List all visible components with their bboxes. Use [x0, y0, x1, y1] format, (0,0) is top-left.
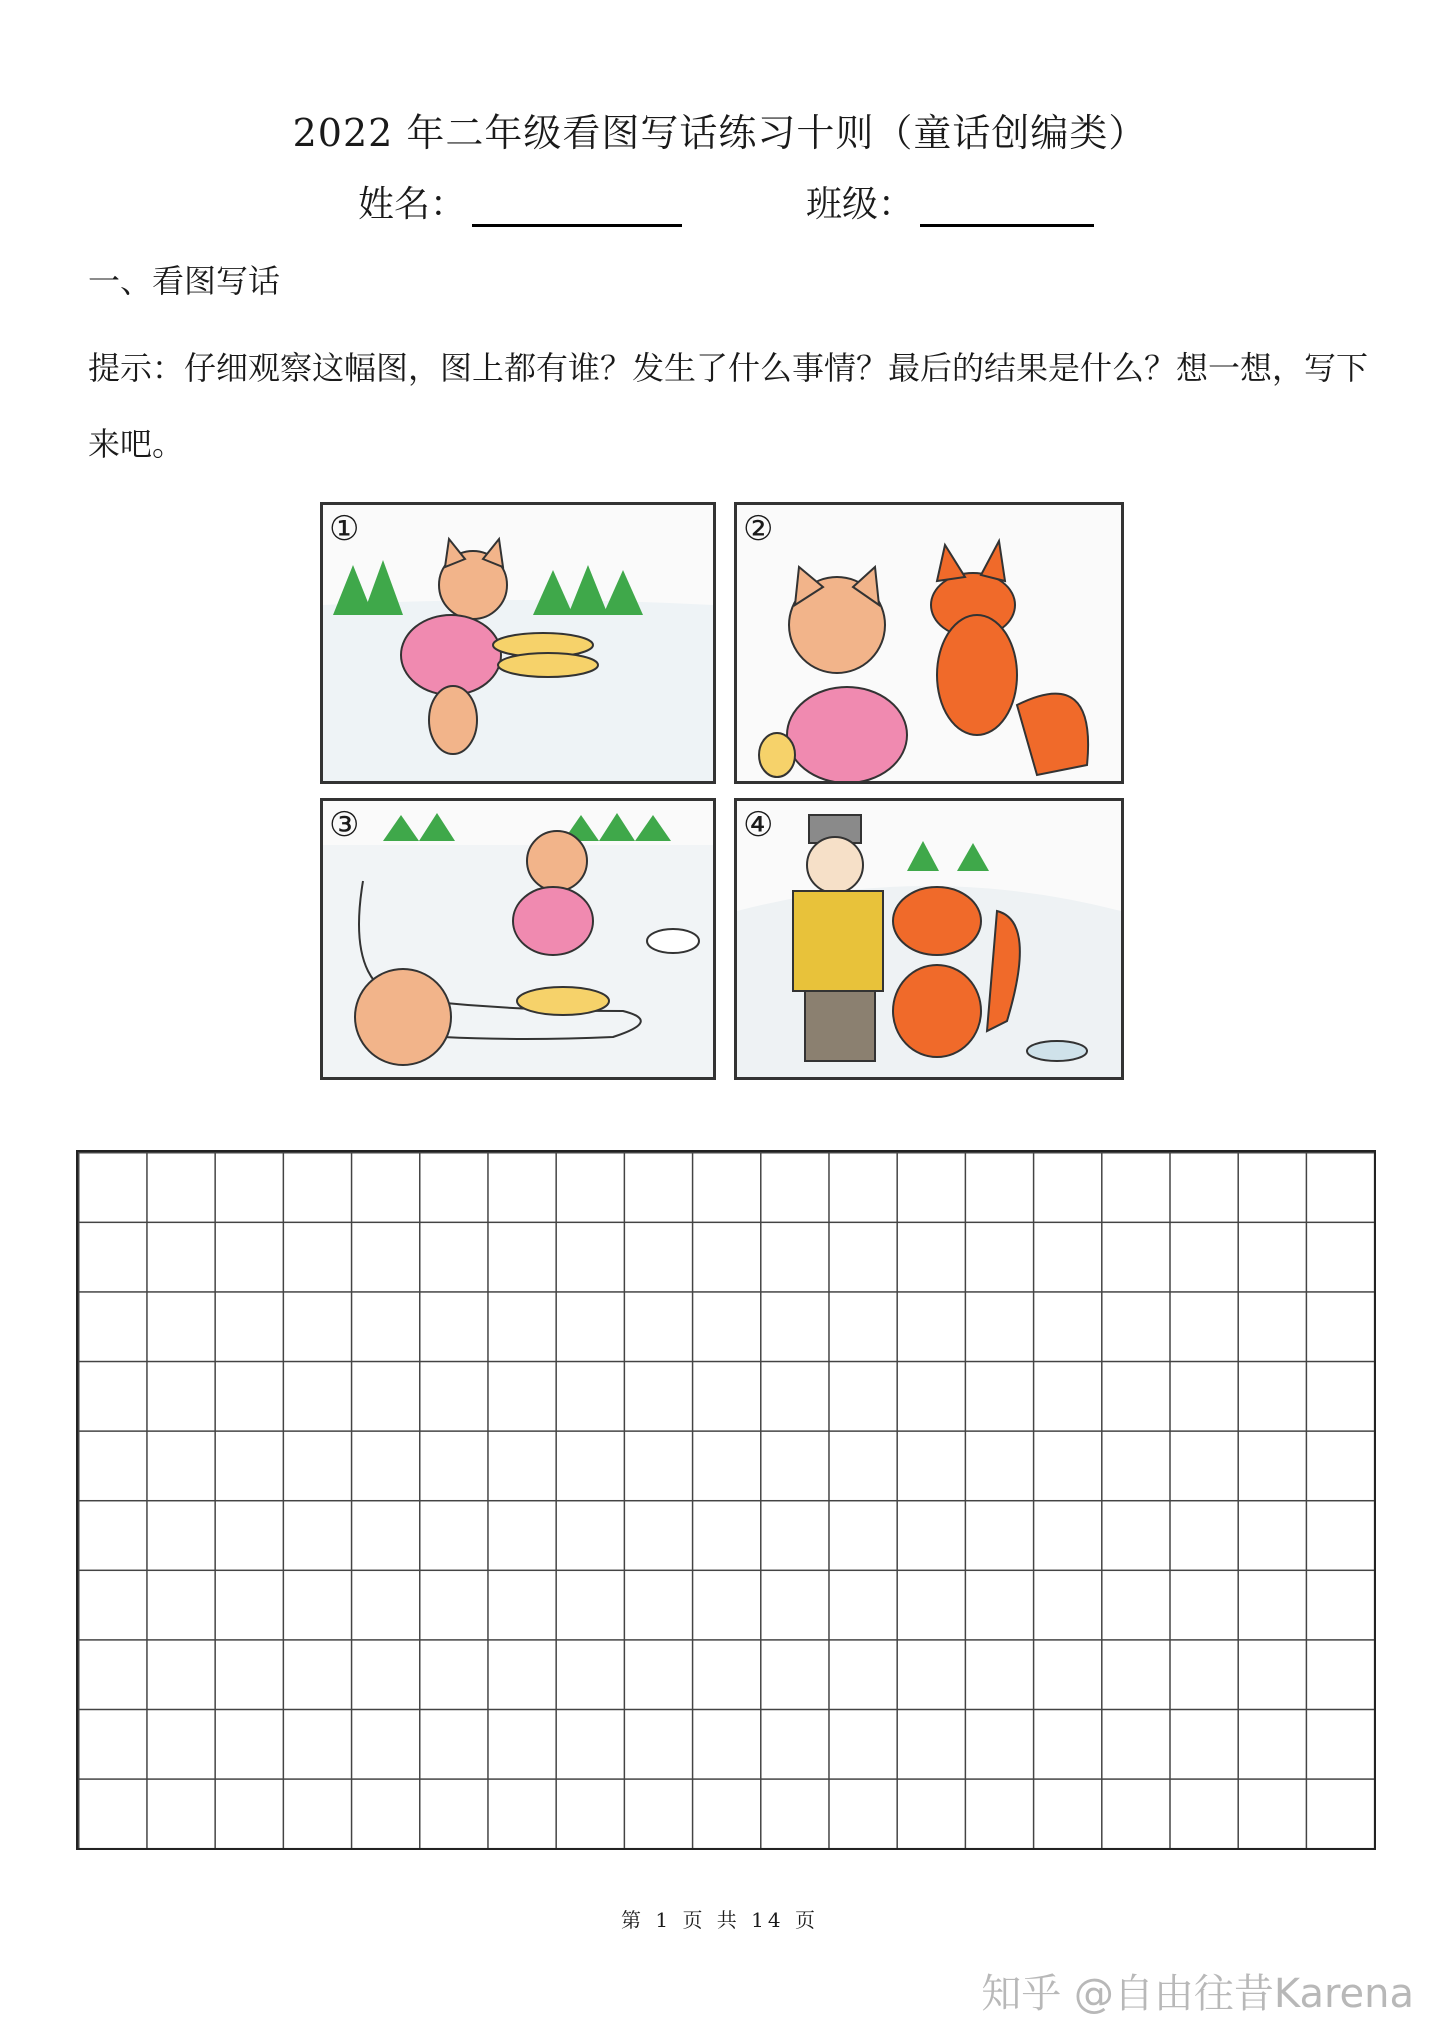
- name-field: [358, 176, 682, 227]
- panel-number-1: ①: [329, 509, 360, 549]
- panel-4-illustration: [737, 801, 1121, 1077]
- panel-2-illustration: [737, 505, 1121, 781]
- picture-panel-2: [734, 502, 1124, 784]
- watermark: 知乎 @自由往昔Karena: [981, 1971, 1414, 2017]
- panel-3-illustration: [323, 801, 713, 1077]
- panel-1-illustration: [323, 505, 713, 781]
- name-label: 姓名：: [358, 184, 467, 225]
- panel-number-3: ③: [329, 805, 360, 845]
- worksheet-title: 2022 年二年级看图写话练习十则（童话创编类）: [292, 111, 1148, 155]
- writing-grid[interactable]: [76, 1150, 1376, 1850]
- page-footer: 第 1 页 共 14 页: [621, 1908, 819, 1932]
- class-field: [806, 176, 1094, 227]
- name-blank[interactable]: [472, 182, 682, 227]
- panel-number-2: ②: [743, 509, 774, 549]
- picture-panel-4: [734, 798, 1124, 1080]
- panel-number-4: ④: [743, 805, 774, 845]
- class-label: 班级：: [806, 184, 915, 225]
- hint-paragraph: 提示：仔细观察这幅图，图上都有谁？发生了什么事情？最后的结果是什么？想一想，写下来吧。: [88, 349, 1369, 463]
- picture-panel-1: [320, 502, 716, 784]
- section-heading: 一、看图写话: [88, 262, 281, 300]
- class-blank[interactable]: [920, 182, 1094, 227]
- picture-panel-3: [320, 798, 716, 1080]
